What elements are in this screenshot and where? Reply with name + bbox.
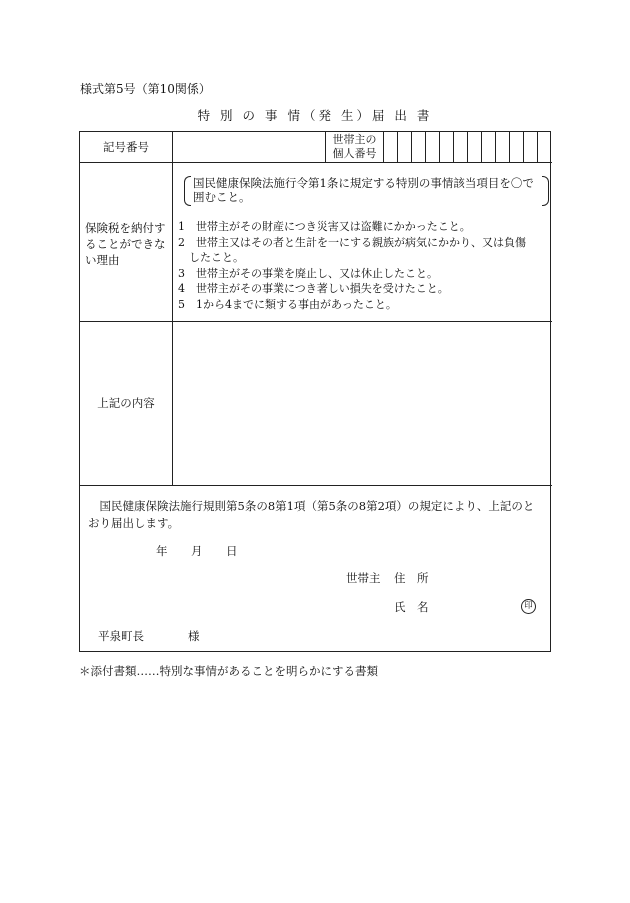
kojin-bangou-field[interactable]	[384, 132, 552, 162]
household-head-label: 世帯主	[346, 571, 381, 585]
row-divider	[80, 485, 552, 486]
document-title: 特 別 の 事 情（発 生）届 出 書	[197, 108, 433, 123]
kojin-label-line2: 個人番号	[332, 147, 377, 160]
form-reference: 様式第5号（第10関係）	[80, 82, 211, 96]
address-label: 住 所	[394, 571, 429, 585]
instruction-note	[184, 176, 549, 204]
seal-mark: 印	[521, 599, 536, 614]
content-label: 上記の内容	[97, 396, 155, 410]
bracket-left	[184, 176, 191, 206]
day-label: 日	[226, 544, 238, 558]
reason-item-continuation: したこと。	[178, 251, 244, 264]
reason-item[interactable]: 5 1から4までに類する事由があったこと。	[178, 297, 397, 311]
kojin-bangou-label	[326, 132, 383, 162]
declaration-text: 国民健康保険法施行規則第5条の8第1項（第5条の8第2項）の規定により、上記のとおり届出します。	[88, 499, 535, 530]
attachment-footnote: ＊添付書類……特別な事情があることを明らかにする書類	[79, 664, 378, 678]
reason-item[interactable]: 4 世帯主がその事業につき著しい損失を受けたこと。	[178, 282, 449, 295]
year-label: 年	[156, 544, 168, 558]
honorific-label: 様	[188, 629, 200, 643]
month-label: 月	[191, 544, 203, 558]
form-table	[79, 131, 551, 652]
reason-item[interactable]: 3 世帯主がその事業を廃止し、又は休止したこと。	[178, 266, 438, 280]
recipient-label: 平泉町長	[98, 629, 144, 643]
kigou-bangou-label: 記号番号	[103, 139, 149, 154]
kojin-label-line1: 世帯主の	[332, 133, 377, 146]
row-divider	[80, 162, 552, 163]
reason-list	[178, 219, 526, 312]
reason-item[interactable]: 2 世帯主又はその者と生計を一にする親族が病気にかかり、又は負傷	[178, 235, 526, 249]
content-field[interactable]	[173, 322, 552, 485]
reason-item[interactable]: 1 世帯主がその財産につき災害又は盗難にかかったこと。	[178, 220, 471, 233]
kigou-bangou-field[interactable]	[173, 132, 325, 162]
instruction-note-text: 国民健康保険法施行令第1条に規定する特別の事情該当項目を〇で囲むこと。	[193, 176, 534, 204]
reason-label: 保険税を納付することができない理由	[85, 221, 166, 267]
declaration-section	[80, 490, 552, 653]
name-label: 氏 名	[394, 600, 429, 614]
bracket-right	[542, 176, 549, 206]
